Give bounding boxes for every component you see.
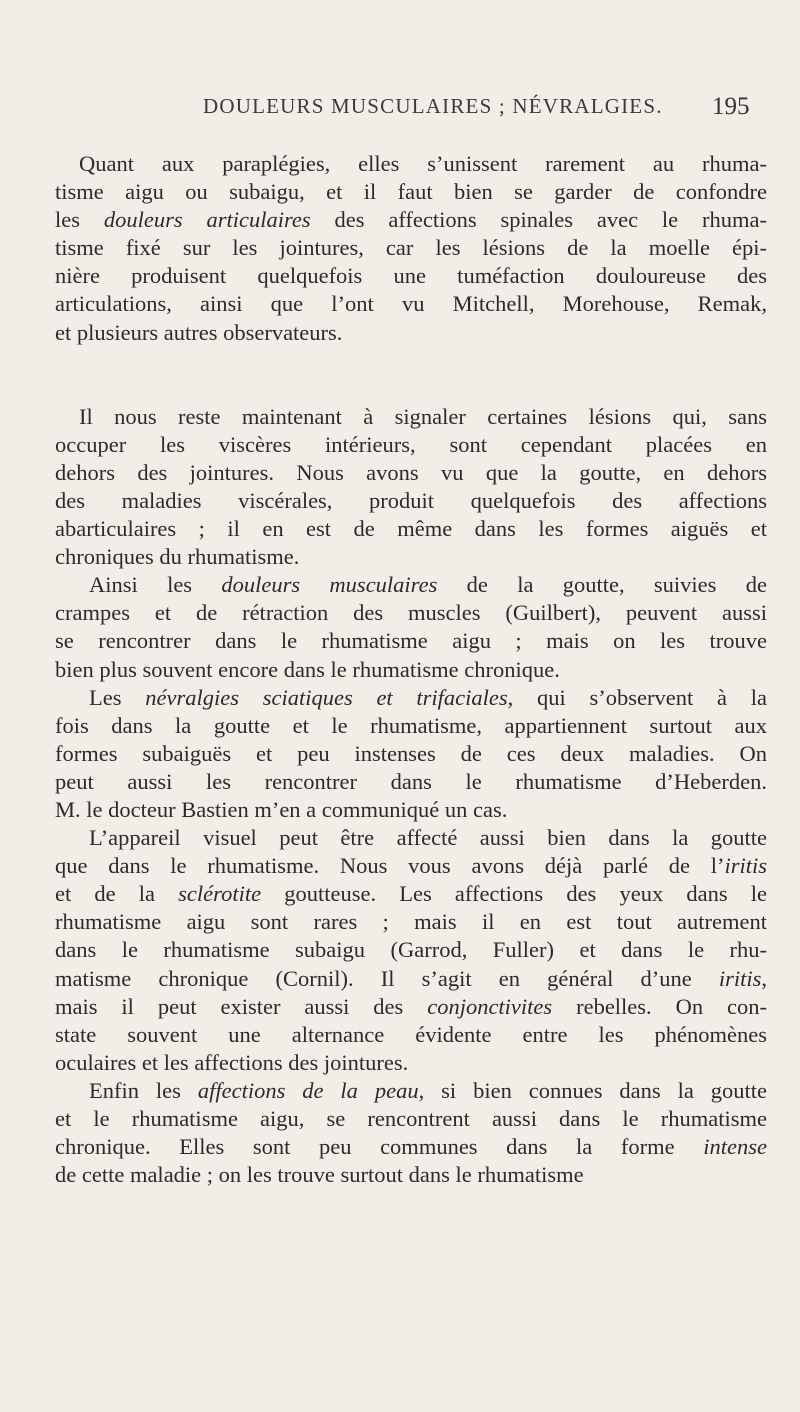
text-line: dehors des jointures. Nous avons vu que la goutte, en dehors: [55, 459, 767, 485]
italic-term: douleurs articulaires: [103, 207, 311, 233]
text-line: Il nous reste maintenant à signaler certaines lésions qui, sans: [79, 403, 767, 429]
text-line: mais il peut exister aussi des conjonctivites rebelles. On con-: [55, 993, 767, 1019]
paragraph: [55, 571, 767, 683]
text-line: chroniques du rhumatisme.: [55, 544, 300, 570]
paragraph: [55, 684, 767, 824]
text-line: rhumatisme aigu sont rares ; mais il en est tout autrement: [55, 909, 767, 935]
paragraph-gap: [55, 347, 767, 403]
italic-term: iritis: [724, 853, 767, 879]
paragraph: [55, 1077, 767, 1189]
text-line: abarticulaires ; il en est de même dans les formes aiguës et: [55, 516, 767, 542]
body-text: [55, 150, 767, 1189]
page-header: [0, 94, 800, 134]
paragraph: [55, 824, 767, 1077]
text-line: Enfin les affections de la peau, si bien connues dans la goutte: [89, 1077, 767, 1103]
text-line: et de la sclérotite goutteuse. Les affections des yeux dans le: [55, 881, 767, 907]
text-line: oculaires et les affections des jointures.: [55, 1049, 409, 1075]
text-line: M. le docteur Bastien m’en a communiqué un cas.: [55, 796, 508, 822]
text-line: Les névralgies sciatiques et trifaciales, qui s’observent à la: [89, 684, 767, 710]
text-line: les douleurs articulaires des affections spinales avec le rhuma-: [55, 207, 767, 233]
text-line: occuper les viscères intérieurs, sont cependant placées en: [55, 431, 767, 457]
text-line: nière produisent quelquefois une tuméfaction douloureuse des: [55, 263, 767, 289]
paragraph: [55, 403, 767, 572]
text-line: Quant aux paraplégies, elles s’unissent rarement au rhuma-: [79, 151, 767, 176]
text-line: state souvent une alternance évidente entre les phénomènes: [55, 1021, 767, 1047]
text-line: tisme aigu ou subaigu, et il faut bien se garder de confondre: [55, 179, 767, 205]
text-line: Ainsi les douleurs musculaires de la goutte, suivies de: [89, 572, 767, 598]
text-line: se rencontrer dans le rhumatisme aigu ; mais on les trouve: [55, 628, 767, 654]
page-number: 195: [712, 93, 750, 120]
text-line: formes subaiguës et peu instenses de ces deux maladies. On: [55, 740, 767, 766]
text-line: bien plus souvent encore dans le rhumatisme chronique.: [55, 656, 560, 682]
text-line: que dans le rhumatisme. Nous vous avons déjà parlé de l’iritis: [55, 853, 767, 879]
text-line: matisme chronique (Cornil). Il s’agit en général d’une iritis,: [55, 965, 767, 991]
text-line: des maladies viscérales, produit quelquefois des affections: [55, 487, 767, 513]
text-line: et plusieurs autres observateurs.: [55, 319, 343, 345]
text-line: chronique. Elles sont peu communes dans la forme intense: [55, 1134, 767, 1160]
text-line: dans le rhumatisme subaigu (Garrod, Fuller) et dans le rhu-: [55, 937, 767, 963]
italic-term: sclérotite: [178, 881, 262, 907]
text-line: de cette maladie ; on les trouve surtout dans le rhumatisme: [55, 1162, 584, 1188]
text-line: crampes et de rétraction des muscles (Guilbert), peuvent aussi: [55, 600, 767, 626]
paragraph: [55, 150, 767, 347]
running-head: DOULEURS MUSCULAIRES ; NÉVRALGIES.: [203, 94, 663, 118]
text-line: articulations, ainsi que l’ont vu Mitchell, Morehouse, Remak,: [55, 291, 767, 317]
text-line: L’appareil visuel peut être affecté aussi bien dans la goutte: [89, 825, 767, 851]
text-line: et le rhumatisme aigu, se rencontrent aussi dans le rhumatisme: [55, 1106, 767, 1131]
text-line: tisme fixé sur les jointures, car les lésions de la moelle épi-: [55, 235, 767, 261]
italic-term: iritis: [718, 965, 762, 991]
italic-term: conjonctivites: [427, 993, 553, 1019]
text-line: peut aussi les rencontrer dans le rhumatisme d’Heberden.: [55, 768, 767, 794]
italic-term: affections de la peau: [197, 1077, 419, 1103]
italic-term: névralgies sciatiques et trifaciales: [145, 684, 508, 710]
italic-term: intense: [703, 1134, 767, 1160]
italic-term: douleurs musculaires: [221, 572, 438, 598]
text-line: fois dans la goutte et le rhumatisme, appartiennent surtout aux: [55, 712, 767, 738]
